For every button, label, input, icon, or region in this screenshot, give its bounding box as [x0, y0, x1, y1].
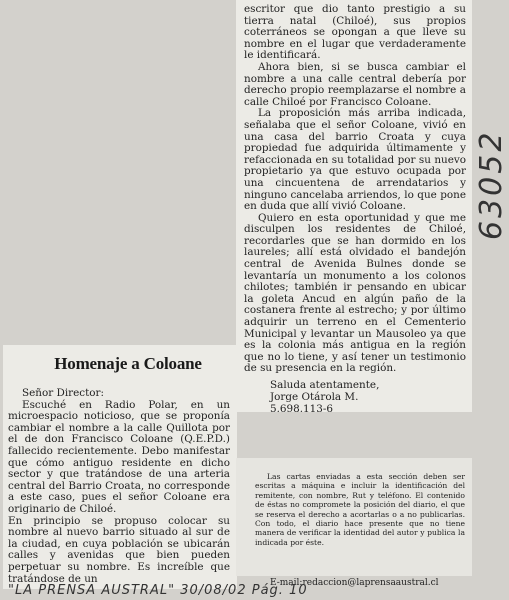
- salutation: Señor Director:: [22, 387, 104, 399]
- email-line: E-mail:redaccion@laprensaaustral.cl: [270, 578, 439, 588]
- paragraph: escritor que dio tanto prestigio a su tierra natal (Chiloé), sus propios coterráneos se opongan a que lleve su nombre en el lugar que verdaderamente le identificará.: [244, 3, 466, 62]
- editorial-note: [255, 472, 465, 547]
- paragraph: En principio se propuso colocar su nombre al nuevo barrio situado al sur de la ciudad, en cuya población se ubicarán calles y avenidas que bien pueden perpetuar su nombre. Es increíble que tratándose de un: [8, 514, 230, 585]
- paragraph: La proposición más arriba indicada, señalaba que el señor Coloane, vivió en una casa del barrio Croata y cuya propiedad fue adquirida últimamente y refaccionada en su totalidad por su nuevo propietario ya que estuvo ocupada por una cincuentena de arrendatarios y ninguno cancelaba arriendos, lo que pone en duda que allí vivió Coloane.: [244, 107, 466, 213]
- paragraph: Ahora bien, si se busca cambiar el nombre a una calle central debería por derecho propio reemplazarse el nombre a calle Chiloé por Francisco Coloane.: [244, 60, 466, 108]
- author-name: Jorge Otárola M.: [270, 391, 359, 403]
- note-text: Las cartas enviadas a esta sección deben ser escritas a máquina e incluir la identificación del remitente, con nombre, Rut y teléfono. El contenido de éstas no compromete la posición del diario, el que se reserva el derecho a acortarlas o a no publicarlas. Con todo, el diario hace presente que no tiene manera de verificar la identidad del autor y publica la indicada por éste.: [255, 472, 465, 547]
- left-column-text: [8, 388, 230, 585]
- handwritten-catalog-number: 63052: [474, 129, 509, 240]
- closing: Saluda atentamente,: [270, 379, 380, 391]
- right-column-text: [244, 4, 466, 375]
- paragraph: Escuché en Radio Polar, en un microespacio noticioso, que se proponía cambiar el nombre a la calle Quillota por el de don Francisco Coloane (Q.E.P.D.) fallecido recientemente. Debo manifestar que cómo antiguo residente en dicho sector y que tratándose de una arteria central del Barrio Croata, no corresponde a este caso, pues el señor Coloane era originario de Chiloé.: [8, 398, 230, 515]
- signature-block: [270, 379, 379, 415]
- handwritten-source: "LA PRENSA AUSTRAL" 30/08/02 Pág. 10: [8, 583, 308, 598]
- headline: Homenaje a Coloane: [54, 354, 202, 373]
- paragraph: Quiero en esta oportunidad y que me disculpen los residentes de Chiloé, recordarles que se han dormido en los laureles; allí está olvidado el bandejón central de Avenida Bulnes donde se levantaría un monumento a los colonos chilotes; también ir pensando en ubicar la goleta Ancud en algún paño de la costanera frente al estrecho; y por último adquirir un terreno en el Cementerio Municipal y levantar un Mausoleo ya que es la colonia más antigua en la región que no lo tiene, y así tener un testimonio de su presencia en la región.: [244, 211, 466, 375]
- author-id: 5.698.113-6: [270, 403, 334, 415]
